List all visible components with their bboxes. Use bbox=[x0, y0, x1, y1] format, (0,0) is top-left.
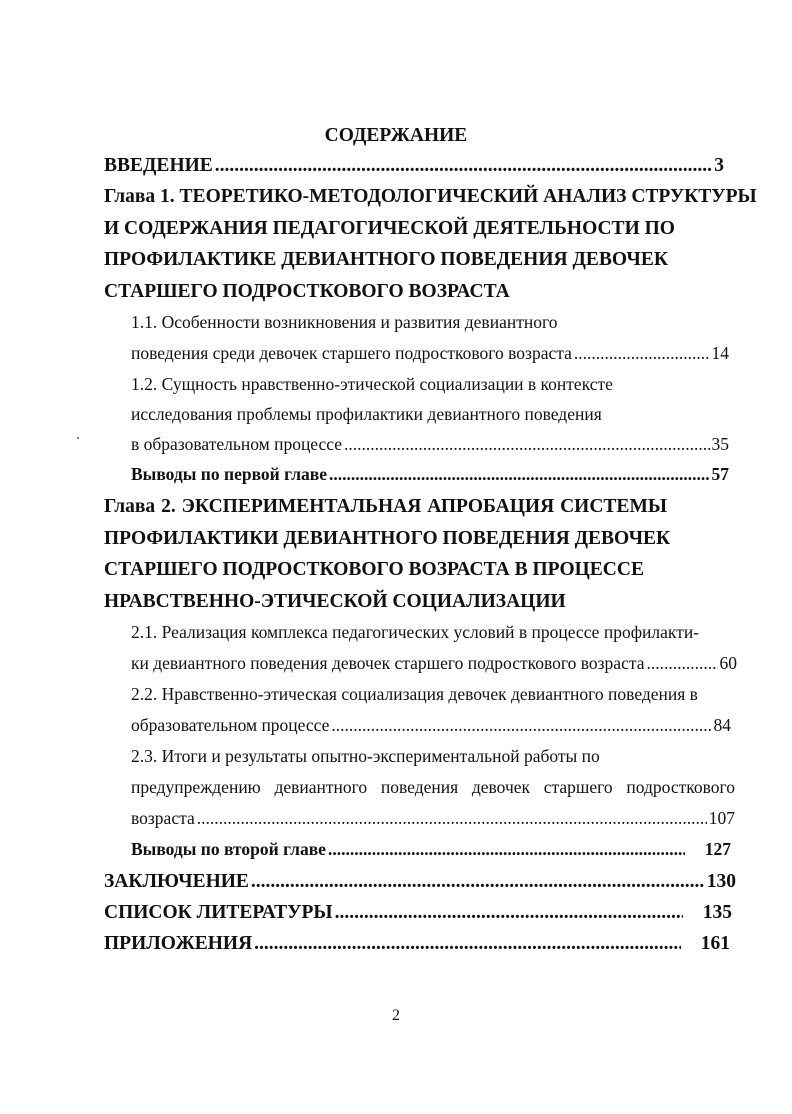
dot-leader bbox=[197, 810, 707, 828]
toc-entry-label: СПИСОК ЛИТЕРАТУРЫ bbox=[104, 902, 333, 923]
chapter2-heading-line: Глава 2. ЭКСПЕРИМЕНТАЛЬНАЯ АПРОБАЦИЯ СИСТЕМЫ bbox=[104, 496, 667, 517]
section-1-1-entry bbox=[131, 345, 729, 363]
toc-entry-page: 130 bbox=[706, 871, 736, 892]
toc-entry-page: 35 bbox=[711, 434, 729, 454]
chapter1-heading-line: Глава 1. ТЕОРЕТИКО-МЕТОДОЛОГИЧЕСКИЙ АНАЛИЗ СТРУКТУРЫ bbox=[104, 186, 757, 207]
section-2-3-line: 2.3. Итоги и результаты опытно-экспериментальной работы по bbox=[131, 746, 600, 766]
dot-leader bbox=[215, 156, 712, 176]
toc-entry-page: 60 bbox=[719, 653, 737, 673]
toc-entry-label: ки девиантного поведения девочек старшего подросткового возраста bbox=[131, 653, 645, 673]
dot-leader bbox=[331, 717, 711, 735]
toc-entry-label: Выводы по первой главе bbox=[131, 464, 327, 484]
section-1-2-entry bbox=[131, 436, 729, 454]
toc-entry-page: 14 bbox=[711, 343, 729, 363]
dot-leader bbox=[251, 872, 705, 892]
toc-entry-conclusion bbox=[104, 872, 736, 892]
dot-leader bbox=[254, 934, 681, 954]
toc-entry-label: образовательном процессе bbox=[131, 715, 330, 735]
section-2-3-entry bbox=[131, 810, 735, 828]
dot-leader bbox=[328, 841, 685, 859]
toc-entry-label: возраста bbox=[131, 808, 195, 828]
toc-entry-page: 161 bbox=[700, 933, 730, 954]
toc-entry-label: ЗАКЛЮЧЕНИЕ bbox=[104, 871, 249, 892]
toc-entry-page: 127 bbox=[704, 839, 731, 859]
chapter2-heading-line: СТАРШЕГО ПОДРОСТКОВОГО ВОЗРАСТА В ПРОЦЕССЕ bbox=[104, 559, 644, 580]
toc-entry-label: ПРИЛОЖЕНИЯ bbox=[104, 933, 253, 954]
toc-entry-label: в образовательном процессе bbox=[131, 434, 343, 454]
section-2-3-line: предупреждению девиантного поведения девочек старшего подросткового bbox=[131, 777, 735, 797]
toc-entry-label: ВВЕДЕНИЕ bbox=[104, 155, 213, 176]
dot-leader bbox=[344, 436, 709, 454]
section-2-1-line: 2.1. Реализация комплекса педагогических условий в процессе профилакти- bbox=[131, 622, 700, 642]
chapter1-heading-line: ПРОФИЛАКТИКЕ ДЕВИАНТНОГО ПОВЕДЕНИЯ ДЕВОЧЕК bbox=[104, 249, 669, 270]
chapter2-heading-line: ПРОФИЛАКТИКИ ДЕВИАНТНОГО ПОВЕДЕНИЯ ДЕВОЧЕК bbox=[104, 528, 671, 549]
chapter2-heading-line: НРАВСТВЕННО-ЭТИЧЕСКОЙ СОЦИАЛИЗАЦИИ bbox=[104, 591, 566, 612]
section-2-2-line: 2.2. Нравственно-этическая социализация девочек девиантного поведения в bbox=[131, 684, 698, 704]
section-1-1-line: 1.1. Особенности возникновения и развития девиантного bbox=[131, 312, 558, 332]
toc-entry-bibliography bbox=[104, 903, 732, 923]
toc-entry-introduction bbox=[104, 156, 724, 176]
dot-leader bbox=[574, 345, 710, 363]
toc-entry-page: 107 bbox=[708, 808, 735, 828]
section-2-1-entry bbox=[131, 655, 737, 673]
dot-leader bbox=[329, 466, 710, 484]
page-number: 2 bbox=[392, 1007, 400, 1024]
toc-entry-page: 3 bbox=[714, 155, 724, 176]
toc-entry-page: 135 bbox=[702, 902, 732, 923]
section-2-2-entry bbox=[131, 717, 731, 735]
toc-entry-label: поведения среди девочек старшего подросткового возраста bbox=[131, 343, 572, 363]
dot-leader bbox=[335, 903, 683, 923]
section-1-2-line: исследования проблемы профилактики девиантного поведения bbox=[131, 404, 602, 424]
toc-entry-label: Выводы по второй главе bbox=[131, 839, 326, 859]
chapter1-conclusions-entry bbox=[131, 466, 729, 484]
chapter1-heading-line: СТАРШЕГО ПОДРОСТКОВОГО ВОЗРАСТА bbox=[104, 281, 510, 302]
toc-title: СОДЕРЖАНИЕ bbox=[324, 125, 468, 146]
chapter2-conclusions-entry bbox=[131, 841, 731, 859]
toc-entry-page: 84 bbox=[713, 715, 731, 735]
section-1-2-line: 1.2. Сущность нравственно-этической социализации в контексте bbox=[131, 374, 613, 394]
toc-entry-page: 57 bbox=[711, 464, 729, 484]
scan-speck bbox=[77, 437, 79, 439]
dot-leader bbox=[646, 655, 717, 673]
toc-entry-appendices bbox=[104, 934, 730, 954]
chapter1-heading-line: И СОДЕРЖАНИЯ ПЕДАГОГИЧЕСКОЙ ДЕЯТЕЛЬНОСТИ ПО bbox=[104, 218, 675, 239]
